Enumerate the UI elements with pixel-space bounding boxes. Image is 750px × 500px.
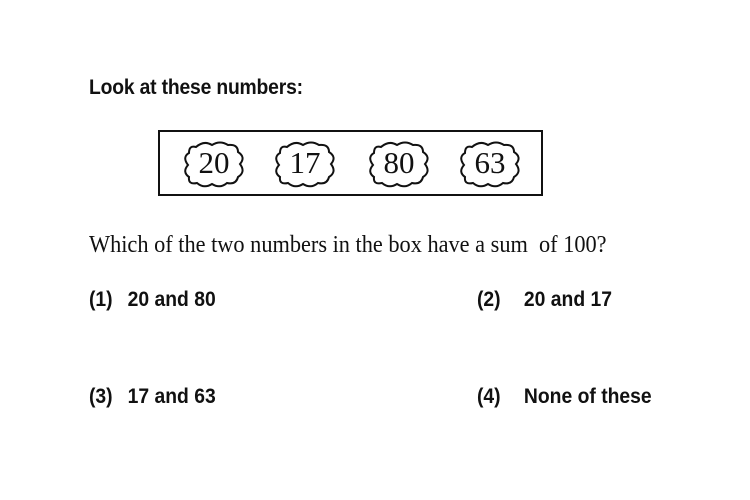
number-cloud [271, 138, 339, 190]
number-value: 63 [474, 145, 506, 180]
option-text: 20 and 80 [127, 288, 216, 311]
question-text: Which of the two numbers in the box have a sum of 100? [89, 232, 607, 258]
intro-text: Look at these numbers: [89, 76, 303, 99]
option-text: 20 and 17 [523, 288, 612, 311]
number-box [158, 130, 543, 196]
option-number: (2) [477, 288, 501, 311]
option-number: (4) [477, 385, 501, 408]
option-1[interactable] [89, 288, 216, 312]
number-cloud [456, 138, 524, 190]
option-text: None of these [523, 385, 652, 408]
number-value: 17 [289, 145, 321, 180]
option-number: (1) [89, 288, 113, 311]
option-2[interactable] [477, 288, 612, 312]
number-cloud [365, 138, 433, 190]
option-3[interactable] [89, 385, 216, 409]
number-value: 20 [198, 145, 230, 180]
option-text: 17 and 63 [127, 385, 216, 408]
number-cloud [180, 138, 248, 190]
option-number: (3) [89, 385, 113, 408]
number-value: 80 [383, 145, 415, 180]
option-4[interactable] [477, 385, 652, 409]
